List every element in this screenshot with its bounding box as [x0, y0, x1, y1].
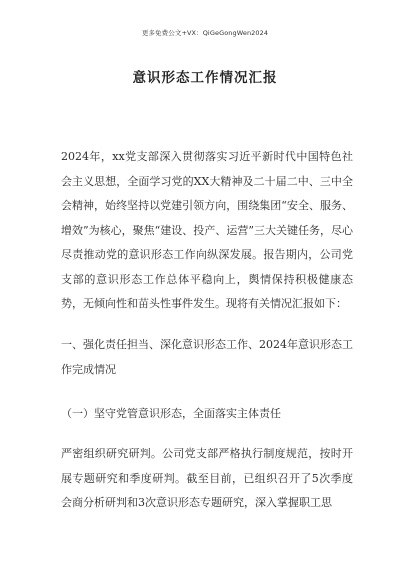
header-note: 更多免费公文+VX：QiGeGongWen2024	[141, 29, 269, 37]
document-title: 意识形态工作情况汇报	[132, 70, 278, 86]
body-paragraph-intro: 2024年，xx党支部深入贯彻落实习近平新时代中国特色社会主义思想，全面学习党的XX大精神及二十届二中、三中全会精神，始终坚持以党建引领方向，围绕集团“安全、服务、增效”为核心，聚焦“建设、投产、运营”三大关键任务，尽心尽责推动党的意识形态工作向纵深发展。报告期内，公司党支部的意识形态工作总体平稳向上，舆情保持积极健康态势，无倾向性和苗头性事件发生。现将有关情况汇报如下：	[61, 150, 353, 310]
section-heading-1: 一、强化责任担当、深化意识形态工作、2024年意识形态工作完成情况	[61, 338, 353, 376]
subsection-heading-1: （一）坚守党管意识形态，全面落实主体责任	[61, 407, 281, 420]
body-paragraph-research: 严密组织研究研判。公司党支部严格执行制度规范，按时开展专题研究和季度研判。截至目前，已组织召开了5次季度会商分析研判和3次意识形态专题研究，深入掌握职工思	[61, 447, 353, 509]
